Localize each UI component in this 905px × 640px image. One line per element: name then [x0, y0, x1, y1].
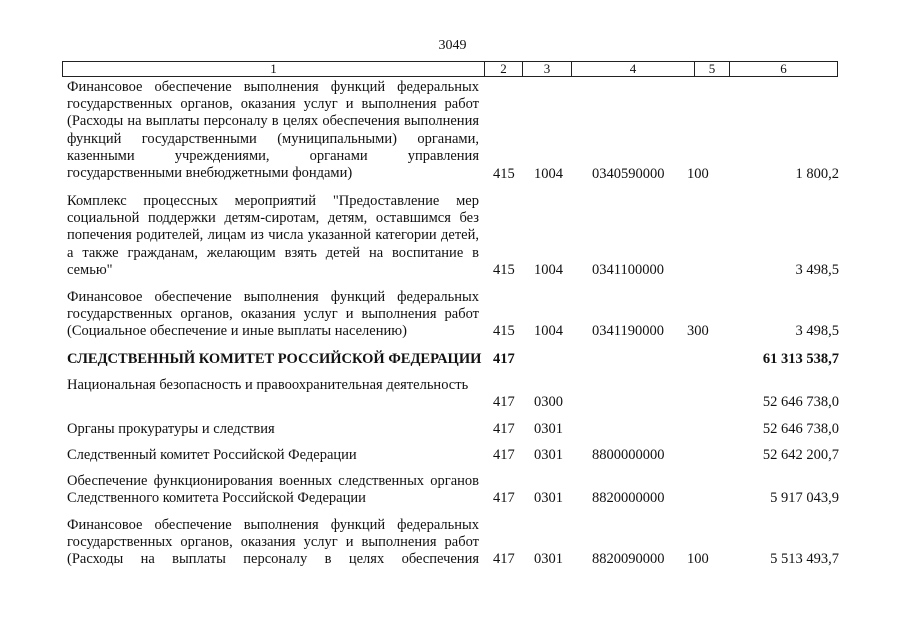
row-sum: 52 646 738,0 [762, 394, 839, 410]
row-ved: 417 [493, 551, 515, 567]
row-cs: 0341190000 [592, 323, 664, 339]
row-vr: 300 [687, 323, 709, 339]
row-description: Комплекс процессных мероприятий "Предоставление мер социальной поддержки детям-сиротам, детям, оставшимся без попечения родителей, лицам из числа указанной категории детей, а также гражданам, желающим взять детей на воспитание в семью" [67, 193, 479, 278]
header-col-1: 1 [63, 62, 485, 76]
row-ved: 417 [493, 351, 515, 367]
row-rz: 0301 [534, 551, 563, 567]
row-ved: 415 [493, 323, 515, 339]
row-rz: 0300 [534, 394, 563, 410]
header-col-5: 5 [695, 62, 730, 76]
row-description: Обеспечение функционирования военных следственных органов Следственного комитета Российской Федерации [67, 473, 479, 507]
row-sum: 3 498,5 [795, 262, 839, 278]
row-ved: 417 [493, 421, 515, 437]
row-ved: 415 [493, 262, 515, 278]
row-cs: 8820000000 [592, 490, 665, 506]
row-sum: 61 313 538,7 [762, 351, 839, 367]
header-col-3: 3 [523, 62, 572, 76]
row-sum: 52 642 200,7 [762, 447, 839, 463]
row-cs: 0341100000 [592, 262, 664, 278]
row-cs: 8800000000 [592, 447, 665, 463]
row-rz: 0301 [534, 421, 563, 437]
row-rz: 0301 [534, 447, 563, 463]
row-description: Органы прокуратуры и следствия [67, 421, 275, 437]
header-col-6: 6 [780, 61, 787, 76]
row-rz: 1004 [534, 323, 563, 339]
row-description: Финансовое обеспечение выполнения функций федеральных государственных органов, оказания услуг и выполнения работ (Расходы на выплаты персоналу в целях обеспечения [67, 517, 479, 568]
row-rz: 0301 [534, 490, 563, 506]
row-ved: 415 [493, 166, 515, 182]
row-vr: 100 [687, 551, 709, 567]
row-cs: 8820090000 [592, 551, 665, 567]
row-cs: 0340590000 [592, 166, 665, 182]
row-ved: 417 [493, 447, 515, 463]
row-ved: 417 [493, 394, 515, 410]
page-number: 3049 [438, 38, 467, 53]
row-description: Финансовое обеспечение выполнения функций федеральных государственных органов, оказания услуг и выполнения работ (Расходы на выплаты персоналу в целях обеспечения выполнения функций государственными (муниципальными) органами, казенными учреждениями, органами управления государственными внебюджетными фондами) [67, 79, 479, 182]
table-header [62, 61, 838, 77]
row-sum: 5 917 043,9 [770, 490, 839, 506]
row-ved: 417 [493, 490, 515, 506]
row-description: Финансовое обеспечение выполнения функций федеральных государственных органов, оказания услуг и выполнения работ (Социальное обеспечение и иные выплаты населению) [67, 289, 479, 340]
header-col-2: 2 [485, 62, 523, 76]
row-rz: 1004 [534, 166, 563, 182]
row-sum: 3 498,5 [795, 323, 839, 339]
row-description: Национальная безопасность и правоохранительная деятельность [67, 377, 469, 393]
row-description: СЛЕДСТВЕННЫЙ КОМИТЕТ РОССИЙСКОЙ ФЕДЕРАЦИИ [67, 351, 482, 367]
row-rz: 1004 [534, 262, 563, 278]
row-sum: 5 513 493,7 [770, 551, 839, 567]
row-description: Следственный комитет Российской Федерации [67, 447, 357, 463]
row-sum: 52 646 738,0 [762, 421, 839, 437]
row-sum: 1 800,2 [795, 166, 839, 182]
row-vr: 100 [687, 166, 709, 182]
header-col-4: 4 [572, 62, 695, 76]
